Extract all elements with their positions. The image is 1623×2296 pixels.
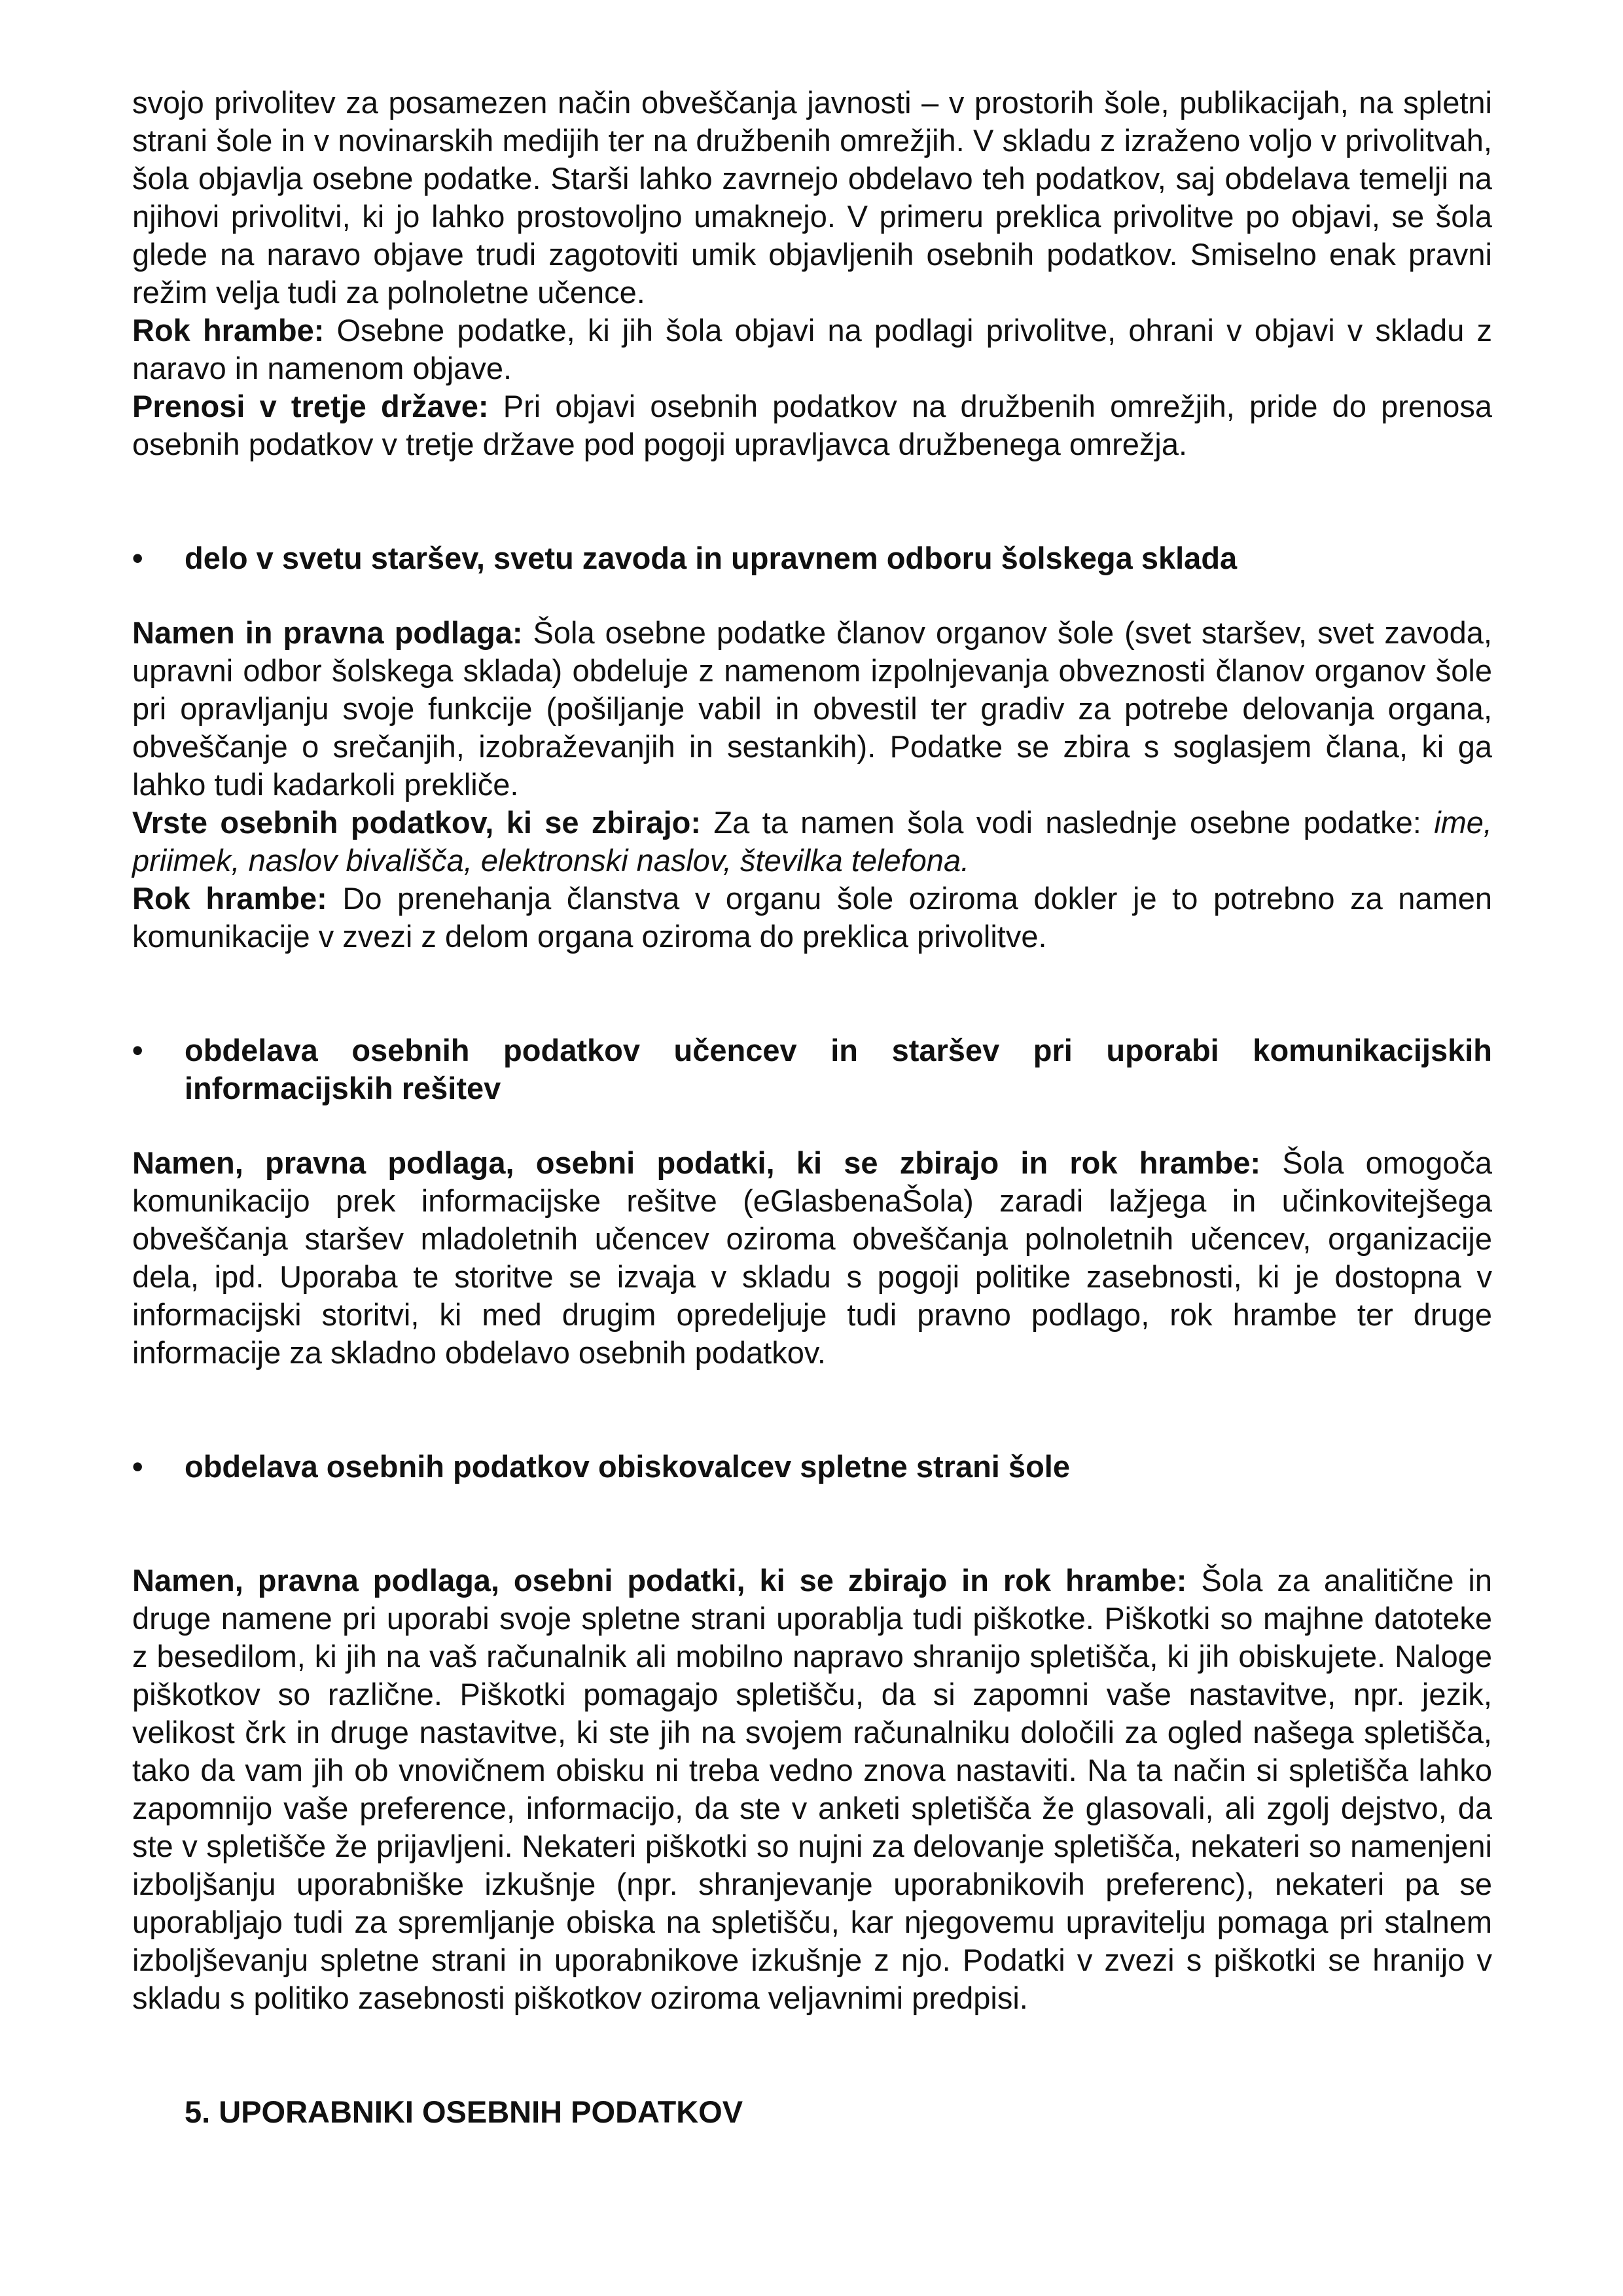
namen-label: Namen, pravna podlaga, osebni podatki, ki se zbirajo in rok hrambe: bbox=[132, 1563, 1187, 1598]
section-svet-heading-text: delo v svetu staršev, svetu zavoda in upravnem odboru šolskega sklada bbox=[185, 541, 1238, 575]
vrste-text: Za ta namen šola vodi naslednje osebne podatke: bbox=[701, 805, 1435, 840]
intro-paragraph bbox=[132, 84, 1492, 463]
namen-text: Šola osebne podatke članov organov šole (svet staršev, svet zavoda, upravni odbor šolskega sklada) obdeluje z namenom izpolnjevanja obveznosti članov organov šole pri opravljanju svoje funkcije (pošiljanje vabil in obvestil ter gradiv za potrebe delovanja organa, obveščanje o srečanjih, izobraževanjih in sestankih). Podatke se zbira s soglasjem člana, ki ga lahko tudi kadarkoli prekliče. bbox=[132, 615, 1492, 802]
section-spletna-body bbox=[132, 1562, 1492, 2017]
rok-hrambe-label: Rok hrambe: bbox=[132, 313, 325, 348]
vrste-label: Vrste osebnih podatkov, ki se zbirajo: bbox=[132, 805, 702, 840]
namen-text: Šola za analitične in druge namene pri uporabi svoje spletne strani uporablja tudi piškotke. Piškotki so majhne datoteke z besedilom, ki jih na vaš računalnik ali mobilno napravo shranijo spletišča, ki jih obiskujete. Naloge piškotkov so različne. Piškotki pomagajo spletišču, da si zapomni vaše nastavitve, npr. jezik, velikost črk in druge nastavitve, ki ste jih na svojem računalniku določili za ogled našega spletišča, tako da vam jih ob vnovičnem obisku ni treba vedno znova nastaviti. Na ta način si spletišča lahko zapomnijo vaše preference, informacijo, da ste v anketi spletišča že glasovali, ali zgolj dejstvo, da ste v spletišče že prijavljeni. Nekateri piškotki so nujni za delovanje spletišča, nekateri so namenjeni izboljšanju uporabniške izkušnje (npr. shranjevanje uporabnikovih preferenc), nekateri pa se uporabljajo tudi za spremljanje obiska na spletišču, kar njegovemu upravitelju pomaga pri stalnem izboljševanju spletne strani in uporabnikove izkušnje z njo. Podatki v zvezi s piškotki se hranijo v skladu s politiko zasebnosti piškotkov oziroma veljavnimi predpisi. bbox=[132, 1563, 1492, 2015]
rok-hrambe-label: Rok hrambe: bbox=[132, 881, 327, 916]
bullet-icon: • bbox=[132, 1449, 143, 1484]
section-svet-body bbox=[132, 614, 1492, 956]
bullet-icon: • bbox=[132, 1033, 143, 1067]
namen-text: Šola omogoča komunikacijo prek informacijske rešitve (eGlasbenaŠola) zaradi lažjega in učinkovitejšega obveščanja staršev mladoletnih učencev oziroma obveščanja polnoletnih učencev, organizacije dela, ipd. Uporaba te storitve se izvaja v skladu s pogoji politike zasebnosti, ki je dostopna v informacijski storitvi, ki med drugim opredeljuje tudi pravno podlago, rok hrambe ter druge informacije za skladno obdelavo osebnih podatkov. bbox=[132, 1145, 1492, 1370]
intro-text: svojo privolitev za posamezen način obveščanja javnosti – v prostorih šole, publikacijah, na spletni strani šole in v novinarskih medijih ter na družbenih omrežjih. V skladu z izraženo voljo v privolitvah, šola objavlja osebne podatke. Starši lahko zavrnejo obdelavo teh podatkov, saj obdelava temelji na njihovi privolitvi, ki jo lahko prostovoljno umaknejo. V primeru preklica privolitve po objavi, se šola glede na naravo objave trudi zagotoviti umik objavljenih osebnih podatkov. Smiselno enak pravni režim velja tudi za polnoletne učence. bbox=[132, 85, 1492, 310]
section-heading-spletna bbox=[132, 1448, 1492, 1486]
namen-label: Namen in pravna podlaga: bbox=[132, 615, 523, 650]
section-spletna-heading-text: obdelava osebnih podatkov obiskovalcev spletne strani šole bbox=[185, 1449, 1070, 1484]
section-heading-svet bbox=[132, 539, 1492, 577]
rok-hrambe-text: Do prenehanja članstva v organu šole oziroma dokler je to potrebno za namen komunikacije v zvezi z delom organa oziroma do preklica privolitve. bbox=[132, 881, 1493, 954]
chapter-heading: 5. UPORABNIKI OSEBNIH PODATKOV bbox=[185, 2094, 743, 2129]
namen-label: Namen, pravna podlaga, osebni podatki, ki se zbirajo in rok hrambe: bbox=[132, 1145, 1261, 1180]
document-page bbox=[132, 84, 1492, 2131]
section-komunikacija-body bbox=[132, 1144, 1492, 1372]
prenosi-text: Pri objavi osebnih podatkov na družbenih omrežjih, pride do prenosa osebnih podatkov v tretje države pod pogoji upravljavca družbenega omrežja. bbox=[132, 389, 1492, 461]
vrste-list: ime, priimek, naslov bivališča, elektronski naslov, številka telefona. bbox=[132, 805, 1492, 878]
prenosi-label: Prenosi v tretje države: bbox=[132, 389, 489, 423]
section-heading-komunikacija bbox=[132, 1031, 1492, 1107]
section-komunikacija-heading-text: obdelava osebnih podatkov učencev in staršev pri uporabi komunikacijskih informacijskih rešitev bbox=[185, 1033, 1492, 1105]
bullet-icon: • bbox=[132, 541, 143, 575]
rok-hrambe-text: Osebne podatke, ki jih šola objavi na podlagi privolitve, ohrani v objavi v skladu z naravo in namenom objave. bbox=[132, 313, 1492, 386]
